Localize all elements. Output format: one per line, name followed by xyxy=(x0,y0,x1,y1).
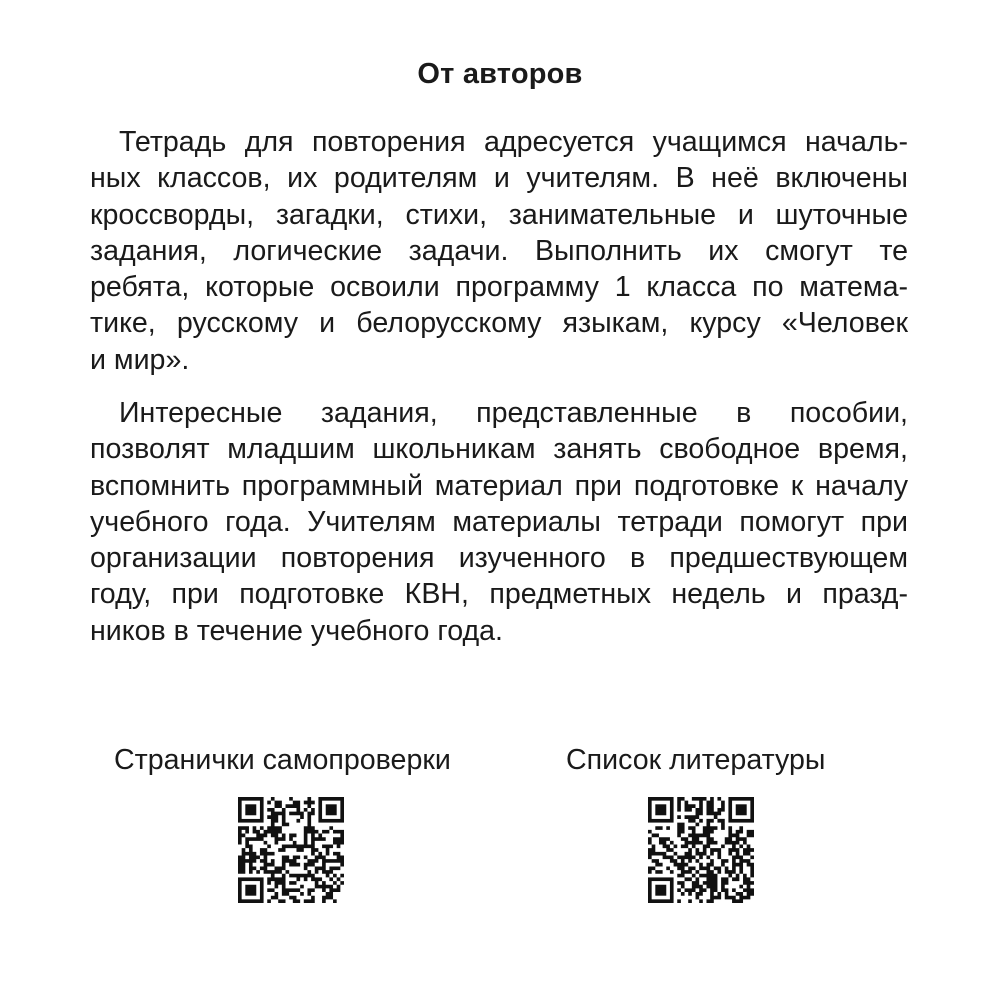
paragraph-usage xyxy=(90,395,908,649)
paragraph-line: задания, логические задачи. Выполнить их смогут те xyxy=(90,234,908,267)
bibliography-label: Список литературы xyxy=(566,744,826,776)
qr-code-icon[interactable] xyxy=(648,797,754,903)
page-title: От авторов xyxy=(417,58,583,90)
self-check-label: Странички самопроверки xyxy=(114,744,451,776)
qr-code-icon[interactable] xyxy=(238,797,344,903)
paragraph-line: ребята, которые освоили программу 1 класса по матема- xyxy=(90,271,908,304)
paragraph-line: Тетрадь для повторения адресуется учащимся началь- xyxy=(119,126,908,158)
paragraph-line: Интересные задания, представленные в пособии, xyxy=(119,397,908,429)
paragraph-intro xyxy=(90,124,908,378)
paragraph-line: кроссворды, загадки, стихи, занимательные и шуточные xyxy=(90,198,908,231)
paragraph-line: ников в течение учебного года. xyxy=(90,614,504,647)
paragraph-line: ных классов, их родителям и учителям. В неё включены xyxy=(90,162,908,195)
paragraph-line: году, при подготовке КВН, предметных недель и празд- xyxy=(90,578,908,611)
paragraph-line: тике, русскому и белорусскому языкам, курсу «Человек xyxy=(90,307,908,340)
paragraph-line: позволят младшим школьникам занять свободное время, xyxy=(90,433,908,466)
paragraph-line: и мир». xyxy=(90,343,190,376)
paragraph-line: учебного года. Учителям материалы тетради помогут при xyxy=(90,505,908,538)
paragraph-line: вспомнить программный материал при подготовке к началу xyxy=(90,469,908,502)
paragraph-line: организации повторения изученного в предшествующем xyxy=(90,542,908,575)
